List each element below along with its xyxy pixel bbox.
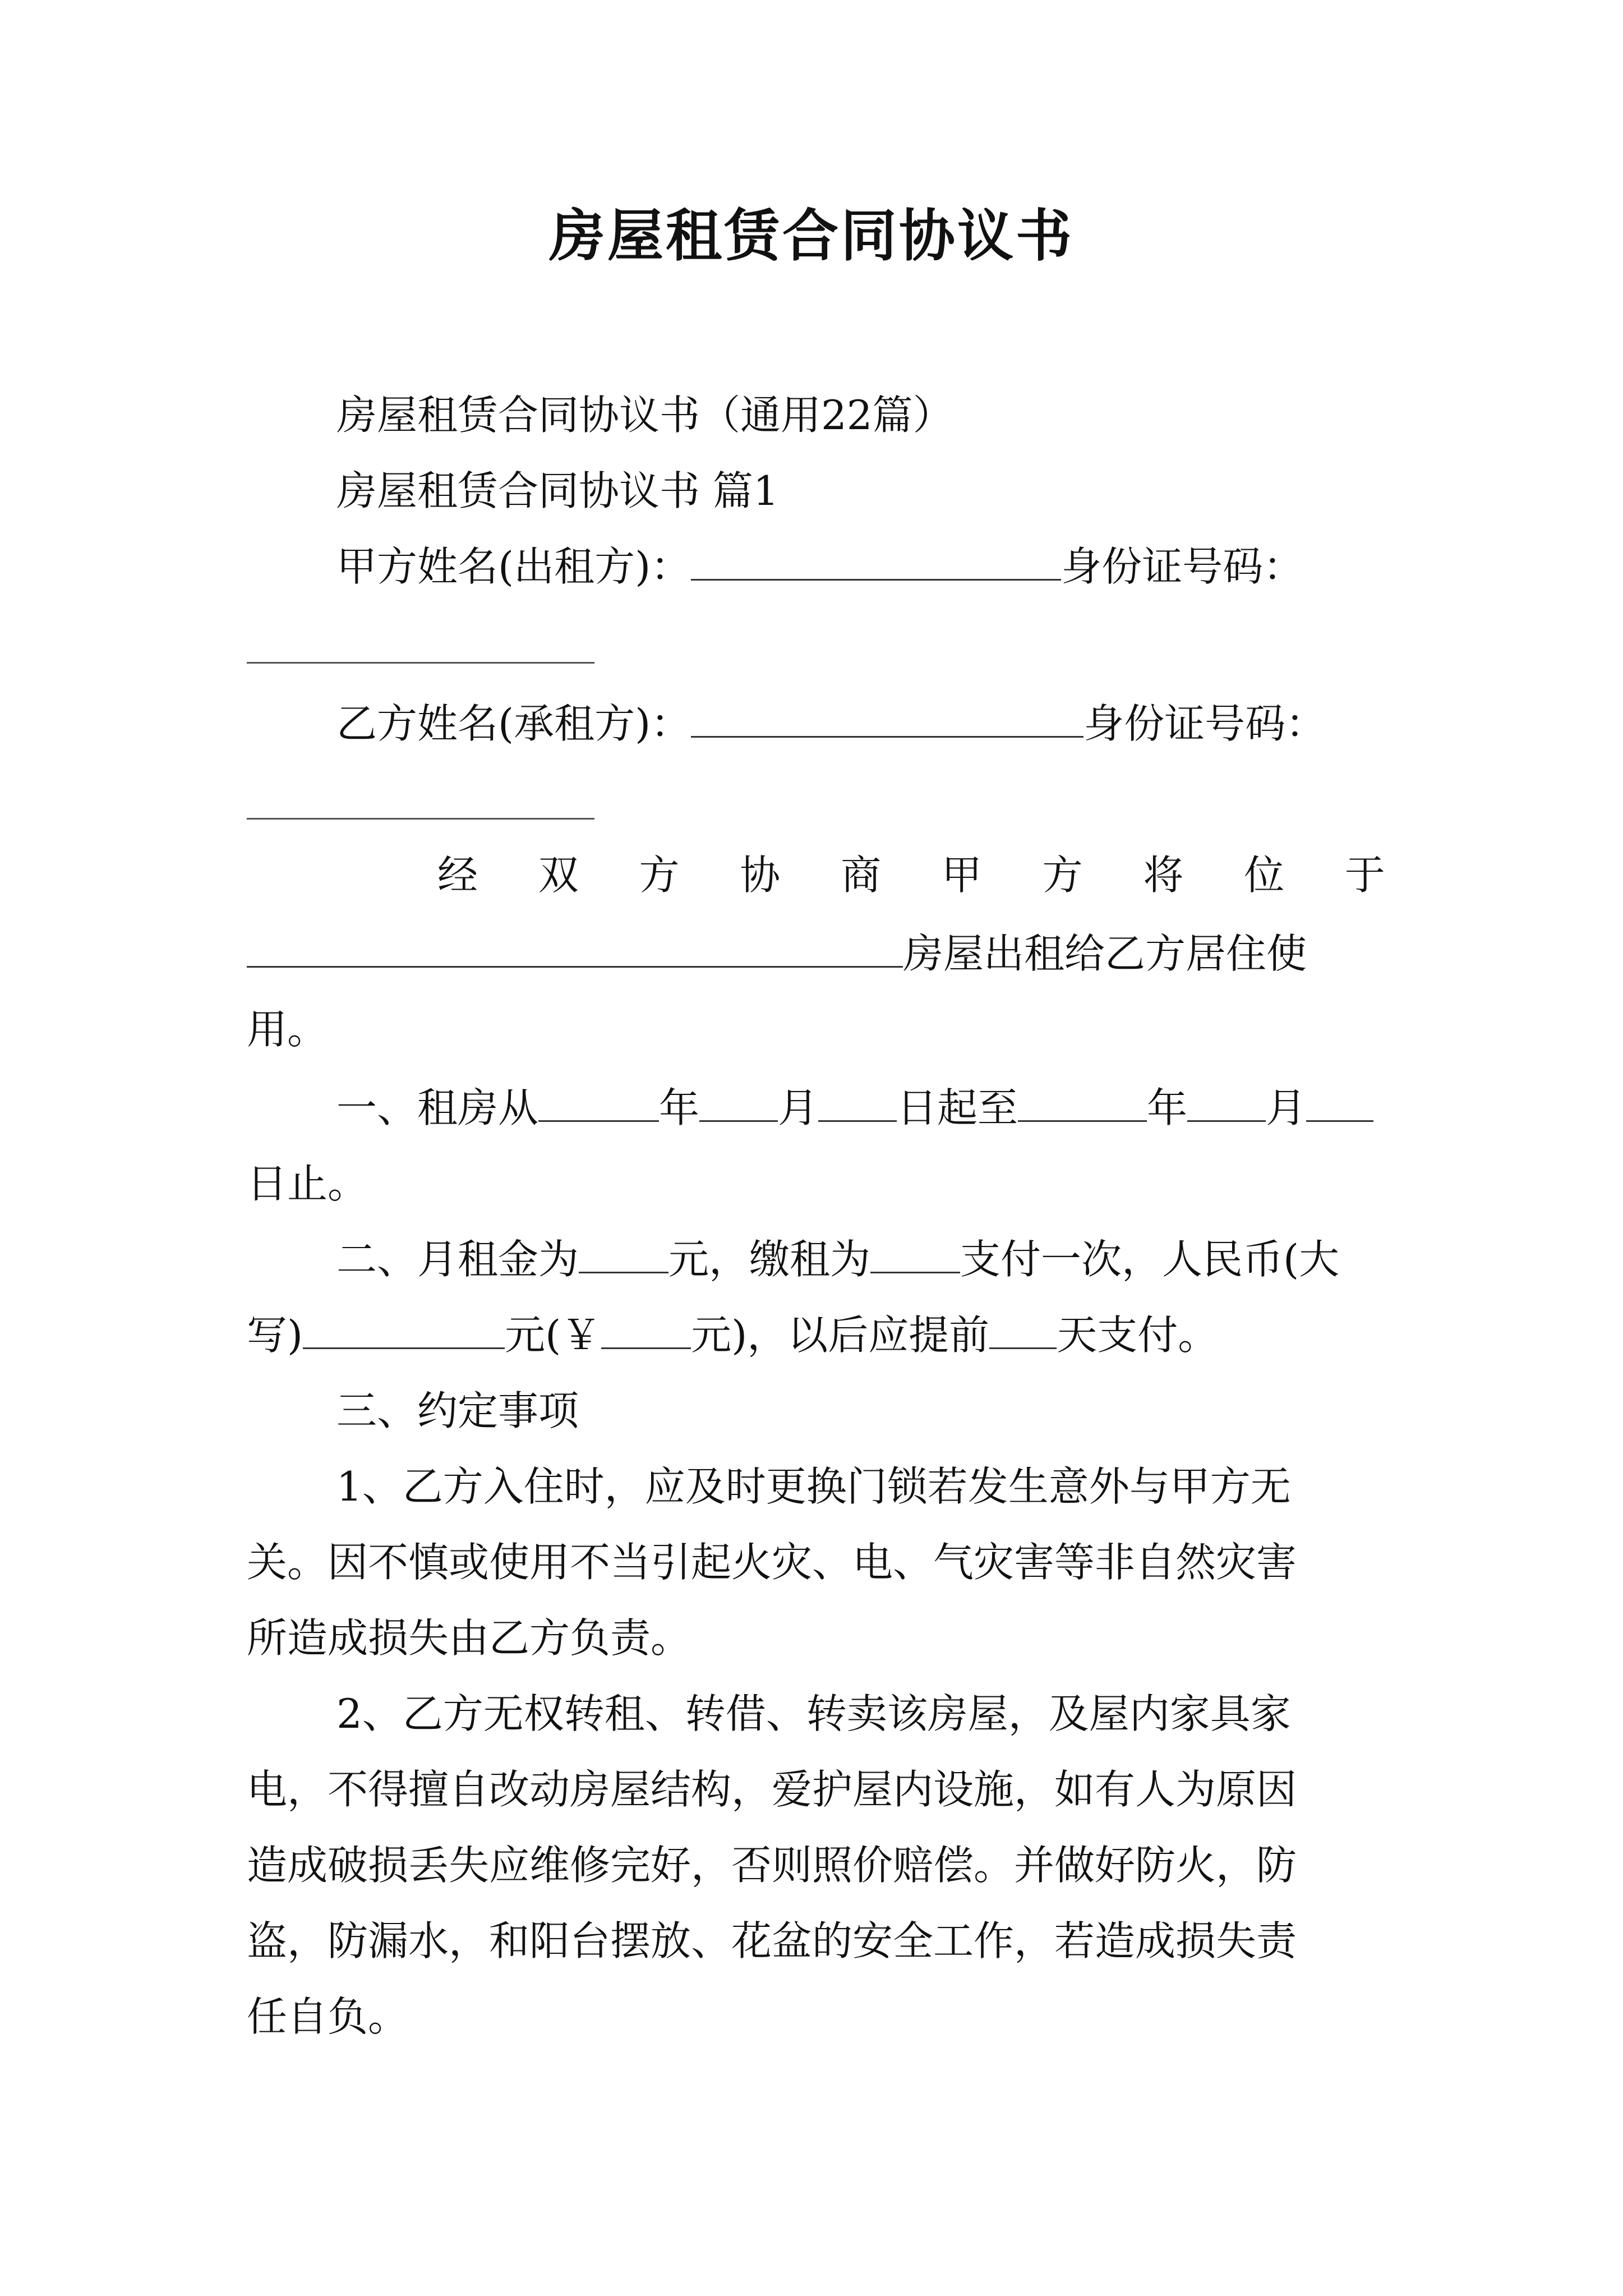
item-2-line-5: 任自负。 [247,1993,409,2040]
month-label: 月 [1266,1084,1307,1131]
agreement-char: 商 [841,852,882,899]
document-title: 房屋租赁合同协议书 [549,203,1074,269]
start-day-blank[interactable] [818,1087,897,1122]
party-a-line [336,539,1303,595]
party-b-label: 乙方姓名(承租方)： [336,700,691,747]
party-a-label: 甲方姓名(出租方)： [336,543,691,590]
rent-line-1 [336,1231,1339,1287]
item-2-line-4: 盗，防漏水，和阳台摆放、花盆的安全工作，若造成损失责 [247,1917,1297,1964]
party-b-name-blank[interactable] [691,702,1083,738]
property-location-blank[interactable] [247,932,903,968]
end-year-blank[interactable] [1018,1087,1147,1122]
agreement-char: 将 [1143,852,1184,899]
month-label: 月 [778,1084,819,1131]
party-a-id-blank[interactable] [247,662,594,664]
agreement-line-2 [247,926,1307,982]
days-label: 天支付。 [1057,1312,1219,1359]
agreement-char: 协 [740,852,781,899]
item-2-line-3: 造成破损丢失应维修完好，否则照价赔偿。并做好防火，防 [247,1842,1297,1889]
party-a-name-blank[interactable] [691,545,1061,581]
rent-label: 二、月租金为 [336,1236,579,1283]
term-label: 一、租房从 [336,1084,539,1131]
party-b-line [336,696,1326,752]
item-1-line-2: 关。因不慎或使用不当引起火灾、电、气灾害等非自然灾害 [247,1539,1297,1586]
agreement-char: 位 [1244,852,1285,899]
agreement-cont: 房屋出租给乙方居住使 [903,930,1307,977]
rmb-label: 支付一次，人民币(大 [960,1236,1340,1283]
agreement-char: 甲 [941,852,982,899]
term-end: 日止。 [247,1160,368,1207]
item-1-line-3: 所造成损失由乙方负责。 [247,1614,691,1662]
start-month-blank[interactable] [699,1087,778,1122]
agreement-char: 经 [437,852,478,899]
yuan-symbol-label: 元(￥ [505,1312,602,1359]
agreement-char: 方 [639,852,680,899]
monthly-rent-blank[interactable] [579,1238,668,1273]
start-year-blank[interactable] [538,1087,659,1122]
advance-label: 元)，以后应提前 [691,1312,990,1359]
agreement-line-1 [437,847,1385,903]
party-b-id-label: 身份证号码： [1083,700,1326,747]
agreement-char: 于 [1344,852,1385,899]
item-2-line-1: 2、乙方无权转租、转借、转卖该房屋，及屋内家具家 [336,1690,1291,1737]
item-1-line-1: 1、乙方入住时，应及时更换门锁若发生意外与甲方无 [336,1463,1291,1510]
year-label: 年 [1147,1084,1188,1131]
agreement-char: 双 [538,852,579,899]
document-subtitle: 房屋租赁合同协议书（通用22篇） [336,392,953,439]
end-month-blank[interactable] [1187,1087,1266,1122]
rent-uppercase-blank[interactable] [303,1314,505,1349]
payment-label: 元，缴租为 [668,1236,871,1283]
uppercase-label: 写) [247,1312,303,1359]
item-2-line-2: 电，不得擅自改动房屋结构，爱护屋内设施，如有人为原因 [247,1766,1297,1813]
agreement-char: 方 [1042,852,1083,899]
party-b-id-blank[interactable] [247,818,594,820]
advance-days-blank[interactable] [989,1314,1057,1349]
rent-amount-blank[interactable] [601,1314,691,1349]
party-a-id-label: 身份证号码： [1061,543,1304,590]
day-until-label: 日起至 [897,1084,1018,1131]
end-day-blank[interactable] [1306,1087,1373,1122]
rent-line-2 [247,1307,1218,1363]
section-3-heading: 三、约定事项 [336,1387,579,1434]
agreement-end: 用。 [247,1006,328,1053]
piece-heading: 房屋租赁合同协议书 篇1 [336,467,779,514]
year-label: 年 [659,1084,700,1131]
payment-cycle-blank[interactable] [870,1238,960,1273]
term-line-1 [336,1080,1373,1136]
